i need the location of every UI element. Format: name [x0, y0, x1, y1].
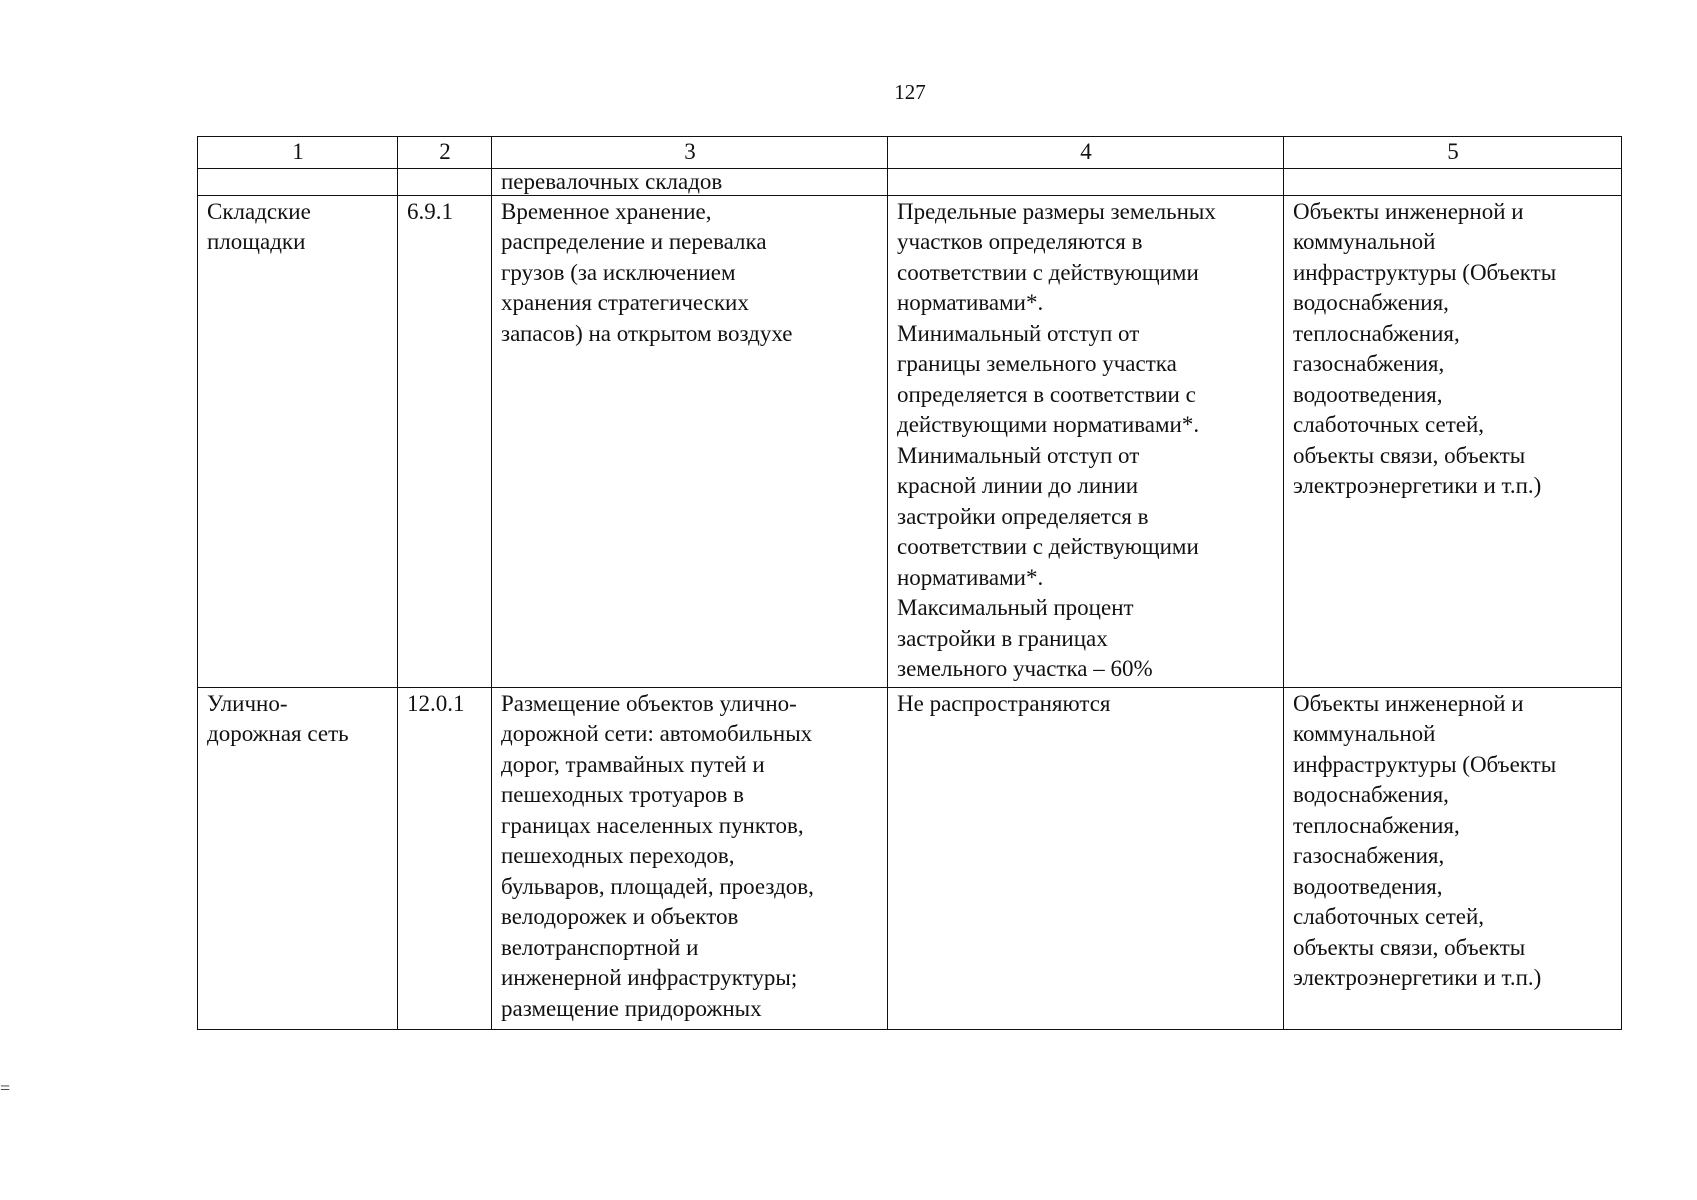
table-row: [198, 687, 1622, 1029]
page-number: 127: [894, 80, 926, 104]
use-name-cell: [198, 195, 398, 687]
use-name-text: Складские площадки: [207, 198, 311, 254]
margin-mark: =: [0, 1078, 11, 1098]
column-header: 2: [398, 137, 492, 169]
auxiliary-uses-text: Объекты инженерной и коммунальной инфраструктуры (Объекты водоснабжения, теплоснабжения, газоснабжения, водоотведения, слаботочных сетей, объекты связи, объекты электроэнергетики и т.п.): [1293, 198, 1557, 498]
column-header: 3: [492, 137, 888, 169]
table-header-row: [198, 137, 1622, 169]
continuation-row: [198, 168, 1622, 195]
table-cell: [398, 168, 492, 195]
auxiliary-uses-text: Объекты инженерной и коммунальной инфраструктуры (Объекты водоснабжения, теплоснабжения, газоснабжения, водоотведения, слаботочных сетей, объекты связи, объекты электроэнергетики и т.п.): [1293, 690, 1557, 990]
column-header: 5: [1284, 137, 1622, 169]
column-header: 1: [198, 137, 398, 169]
use-code-cell: [398, 687, 492, 1029]
auxiliary-uses-cell: [1284, 687, 1622, 1029]
use-parameters-text: Не распространяются: [897, 690, 1111, 716]
table-cell: [1284, 168, 1622, 195]
use-name-cell: [198, 687, 398, 1029]
use-description-text: Временное хранение, распределение и перевалка грузов (за исключением хранения стратегических запасов) на открытом воздухе: [501, 198, 793, 346]
table-row: [198, 195, 1622, 687]
use-parameters-cell: [888, 687, 1284, 1029]
use-parameters-cell: [888, 195, 1284, 687]
zoning-table: [197, 136, 1622, 1030]
use-code-cell: [398, 195, 492, 687]
auxiliary-uses-cell: [1284, 195, 1622, 687]
table-cell: [198, 168, 398, 195]
use-code-text: 6.9.1: [407, 198, 453, 224]
use-name-text: Улично- дорожная сеть: [207, 690, 349, 746]
use-description-cell: [492, 195, 888, 687]
column-header: 4: [888, 137, 1284, 169]
use-parameters-text: Предельные размеры земельных участков определяются в соответствии с действующими нормативами*. Минимальный отступ от границы земельного участка определяется в соответствии с действующими нормативами*. Минимальный отступ от красной линии до линии застройки определяется в соответствии с действующими нормативами*. Максимальный процент застройки в границах земельного участка – 60%: [897, 198, 1216, 681]
use-description-text: Размещение объектов улично- дорожной сети: автомобильных дорог, трамвайных путей и пешеходных тротуаров в границах населенных пунктов, пешеходных переходов, бульваров, площадей, проездов, велодорожек и объектов велотранспортной и инженерной инфраструктуры; размещение придорожных: [501, 690, 814, 1021]
use-description-cell: [492, 687, 888, 1029]
use-code-text: 12.0.1: [407, 690, 465, 716]
table-cell: [888, 168, 1284, 195]
table-cell: перевалочных складов: [492, 168, 888, 195]
